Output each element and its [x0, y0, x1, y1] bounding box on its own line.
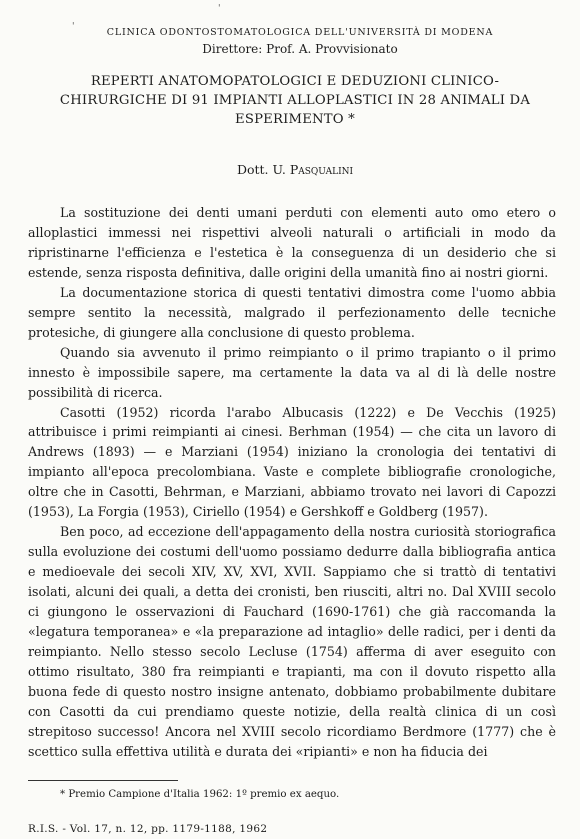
article-body — [28, 203, 556, 762]
body-paragraph: Quando sia avvenuto il primo reimpianto o il primo trapianto o il primo innesto è impossibile sapere, ma certamente la data va al di là delle nostre possibilità di ricerca. — [28, 344, 556, 400]
body-paragraph: Casotti (1952) ricorda l'arabo Albucasis (1222) e De Vecchis (1925) attribuisce i primi reimpianti ai cinesi. Berhman (1954) — che cita un lavoro di Andrews (1893) — e Marziani (1954) iniziano la cronologia dei tentativi di impianto all'epoca precolombiana. Vaste e complete bibliografie cronologiche, oltre che in Casotti, Behrman, e Marziani, abbiamo trovato nei lavori di Capozzi (1953), La Forgia (1953), Ciriello (1954) e Gershkoff e Goldberg (1957). — [28, 404, 556, 520]
journal-citation: R.I.S. - Vol. 17, n. 12, pp. 1179-1188, 1962 — [28, 823, 268, 835]
director-line: Direttore: Prof. A. Provvisionato — [202, 42, 398, 56]
footnote: * Premio Campione d'Italia 1962: 1º premio ex aequo. — [60, 789, 340, 800]
body-paragraph: La documentazione storica di questi tentativi dimostra come l'uomo abbia sempre sentito la necessità, malgrado il perfezionamento delle tecniche protesiche, di giungere alla conclusione di questo problema. — [28, 284, 556, 340]
scan-mark: ' — [218, 4, 221, 14]
body-paragraph: Ben poco, ad eccezione dell'appagamento della nostra curiosità storiografica sulla evoluzione dei costumi dell'uomo possiamo dedurre dalla bibliografia antica e medioevale dei secoli XIV, XV, XVI, XVII. Sappiamo che si trattò di tentativi isolati, alcuni dei quali, a detta dei cronisti, ben riusciti, altri no. Dal XVIII secolo ci giungono le osservazioni di Fauchard (1690-1761) che già raccomanda la «legatura temporanea» e «la preparazione ad intaglio» delle radici, per i denti da reimpianto. Nello stesso secolo Lecluse (1754) afferma di aver eseguito con ottimo risultato, 380 fra reimpianti e trapianti, ma con il dovuto rispetto alla buona fede di questo nostro insigne antenato, dobbiamo probabilmente dubitare con Casotti da cui prendiamo queste notizie, della realtà clinica di un così strepitoso successo! Ancora nel XVIII secolo ricordiamo Berdmore (1777) che è scettico sulla effettiva utilità e durata dei «ripianti» e non ha fiducia dei — [28, 524, 556, 759]
scan-mark: ' — [72, 22, 75, 32]
author-line — [50, 162, 540, 177]
footnote-divider — [28, 780, 178, 781]
author-prefix: Dott. U. — [236, 162, 286, 177]
institution-heading: CLINICA ODONTOSTOMATOLOGICA DELL'UNIVERSITÀ DI MODENA — [106, 27, 494, 38]
author-surname: Pasqualini — [289, 162, 354, 177]
article-title: REPERTI ANATOMOPATOLOGICI E DEDUZIONI CLINICO-CHIRURGICHE DI 91 IMPIANTI ALLOPLASTICI IN 28 ANIMALI DA ESPERIMENTO * — [59, 74, 531, 127]
body-paragraph: La sostituzione dei denti umani perduti con elementi auto omo etero o alloplastici immessi nei rispettivi alveoli naturali o artificiali in modo da ripristinarne l'efficienza e l'estetica è la conseguenza di un desiderio che si estende, senza risposta definitiva, dalle origini della umanità fino ai nostri giorni. — [28, 205, 556, 280]
